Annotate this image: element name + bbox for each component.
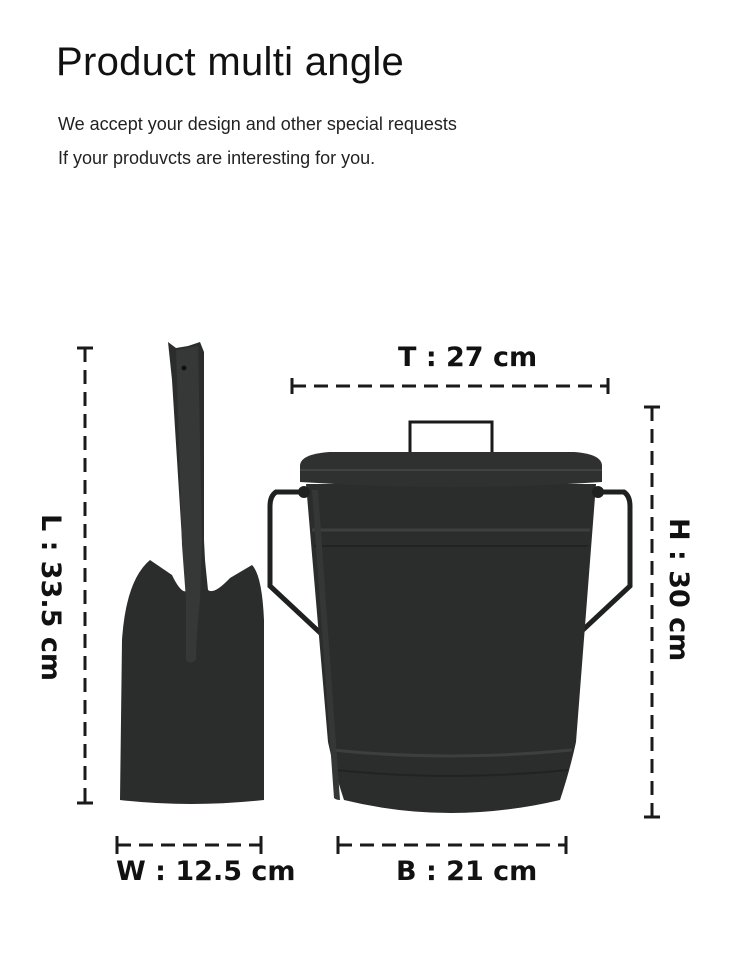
shovel-width-label: W : 12.5 cm [116,856,296,887]
subtitle-line-2: If your produvcts are interesting for you. [58,148,376,168]
ash-bucket-icon [270,422,630,813]
shovel-length-label: L : 33.5 cm [35,514,66,681]
page-title: Product multi angle [56,40,405,84]
bucket-height-label: H : 30 cm [663,518,694,662]
shovel-icon [120,342,264,804]
top-diameter-label: T : 27 cm [398,342,538,373]
subtitle-line-1: We accept your design and other special requests [58,114,457,134]
bucket-base-label: B : 21 cm [396,856,538,887]
